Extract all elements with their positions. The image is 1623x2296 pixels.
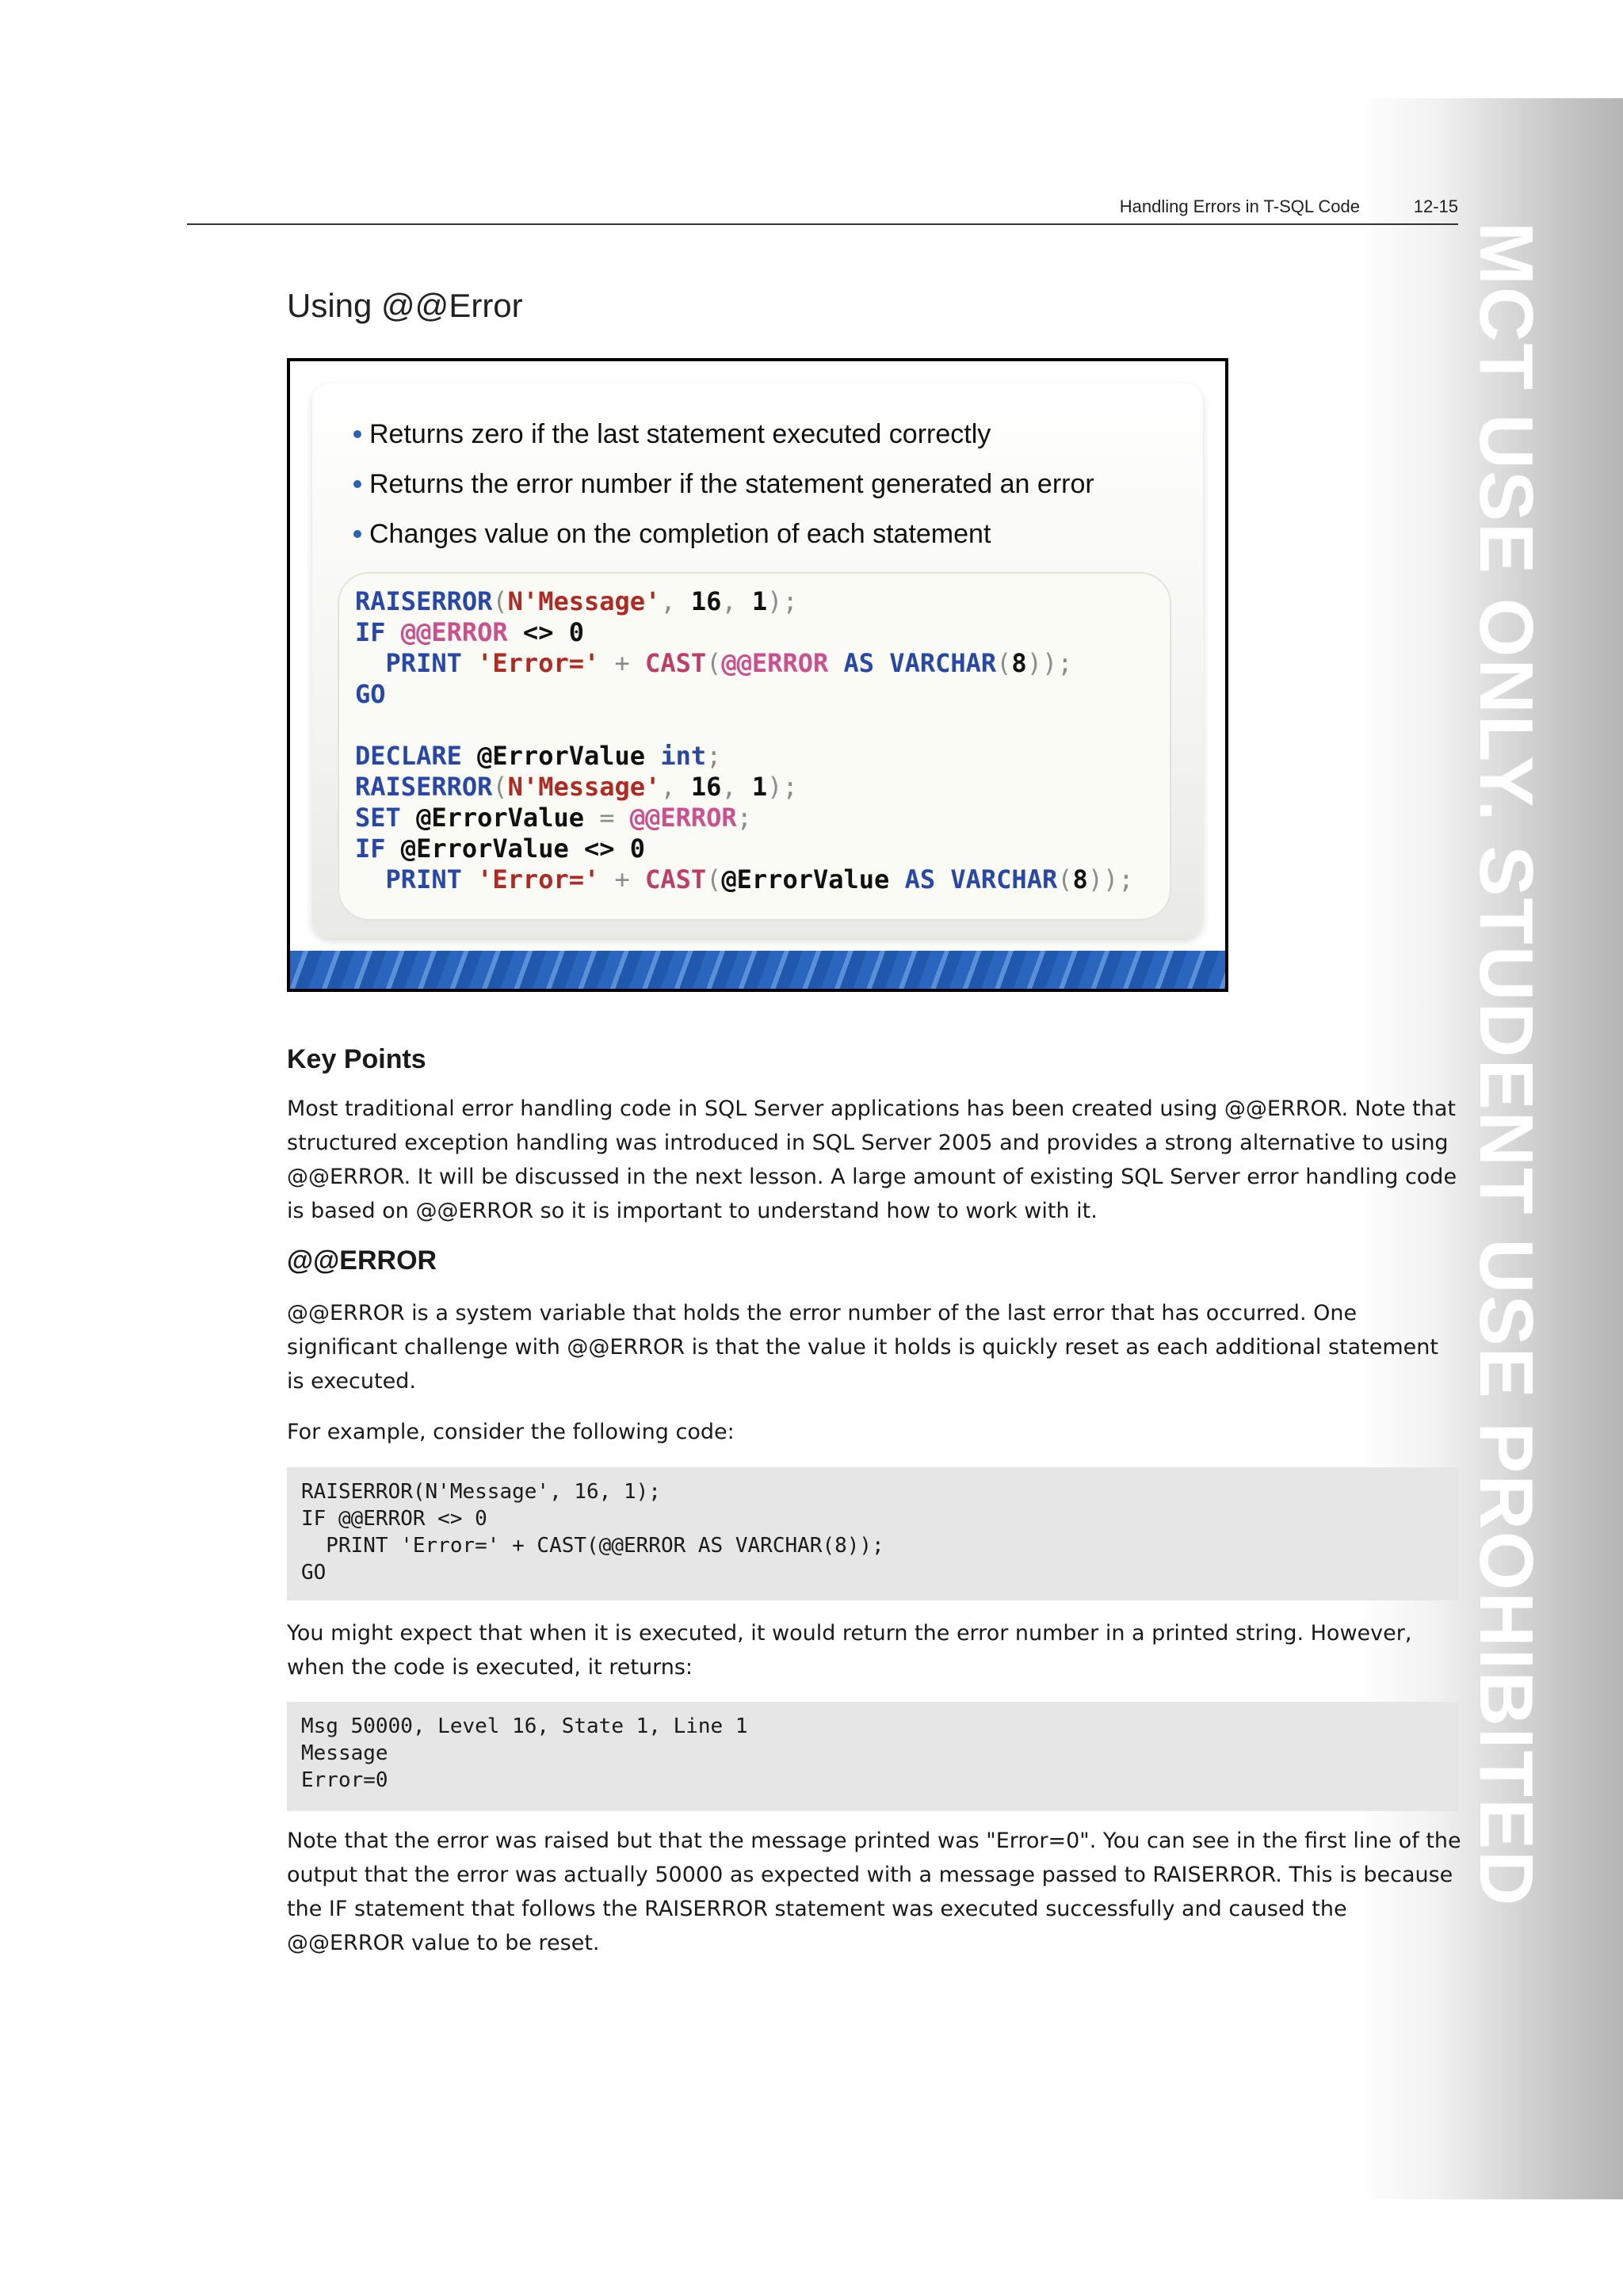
key-points-heading: Key Points bbox=[287, 1044, 426, 1074]
slide-figure bbox=[287, 358, 1228, 992]
code-example: RAISERROR(N'Message', 16, 1); IF @@ERROR <> 0 PRINT 'Error=' + CAST(@@ERROR AS VARCHAR(8)); GO bbox=[287, 1467, 1458, 1600]
bullet-icon bbox=[353, 430, 361, 438]
key-points-paragraph: Most traditional error handling code in SQL Server applications has been created using @@ERROR. Note that structured exception handling was introduced in SQL Server 2005 and provides a strong alternative to using @@ERROR. It will be discussed in the next lesson. A large amount of existing SQL Server error handling code is based on @@ERROR so it is important to understand how to work with it. bbox=[287, 1097, 1457, 1223]
page-title: Using @@Error bbox=[287, 287, 523, 324]
example-intro: For example, consider the following code: bbox=[287, 1420, 735, 1444]
running-header bbox=[187, 193, 1458, 225]
slide-code bbox=[355, 586, 1134, 895]
slide-bullet-text: Returns zero if the last statement executed correctly bbox=[369, 419, 991, 449]
slide-code-line: SET @ErrorValue = @@ERROR; bbox=[355, 803, 752, 833]
slide-code-line: PRINT 'Error=' + CAST(@ErrorValue AS VARCHAR(8)); bbox=[385, 864, 1134, 894]
chapter-title: Handling Errors in T-SQL Code bbox=[1119, 196, 1360, 216]
slide-bullet bbox=[353, 418, 1094, 468]
note-paragraph: Note that the error was raised but that the message printed was "Error=0". You can see in the first line of the output that the error was actually 50000 as expected with a message passed to RAISERROR. This is because the IF statement that follows the RAISERROR statement was executed successfully and caused the @@ERROR value to be reset. bbox=[287, 1829, 1461, 1955]
slide-footer-stripe bbox=[290, 951, 1225, 989]
error-heading: @@ERROR bbox=[287, 1245, 437, 1276]
slide-code-line: GO bbox=[355, 679, 386, 709]
slide-bullet-text: Changes value on the completion of each statement bbox=[369, 519, 991, 549]
slide-code-line: DECLARE @ErrorValue int; bbox=[355, 741, 722, 771]
bullet-icon bbox=[353, 480, 361, 488]
slide-code-line: RAISERROR(N'Message', 16, 1); bbox=[355, 586, 798, 616]
expect-paragraph: You might expect that when it is executed, it would return the error number in a printed string. However, when the code is executed, it returns: bbox=[287, 1621, 1412, 1680]
error-paragraph: @@ERROR is a system variable that holds the error number of the last error that has occurred. One significant challenge with @@ERROR is that the value it holds is quickly reset as each additional statement is executed. bbox=[287, 1301, 1438, 1394]
slide-bullet bbox=[353, 518, 1094, 568]
slide-bullet-list bbox=[353, 418, 1094, 568]
bullet-icon bbox=[353, 530, 361, 538]
watermark-text: MCT USE ONLY. STUDENT USE PROHIBITED bbox=[1464, 222, 1549, 1908]
slide-code-line: RAISERROR(N'Message', 16, 1); bbox=[355, 772, 798, 802]
slide-bullet-text: Returns the error number if the statement generated an error bbox=[369, 469, 1094, 499]
page-number: 12-15 bbox=[1413, 196, 1458, 216]
slide-code-panel bbox=[338, 572, 1171, 921]
slide-bullet bbox=[353, 468, 1094, 518]
slide-code-line: IF @@ERROR <> 0 bbox=[355, 617, 584, 647]
slide-code-line: IF @ErrorValue <> 0 bbox=[355, 833, 646, 864]
output-example: Msg 50000, Level 16, State 1, Line 1 Message Error=0 bbox=[287, 1702, 1458, 1811]
slide-card bbox=[312, 383, 1203, 938]
slide-code-line: PRINT 'Error=' + CAST(@@ERROR AS VARCHAR(8)); bbox=[385, 648, 1073, 678]
